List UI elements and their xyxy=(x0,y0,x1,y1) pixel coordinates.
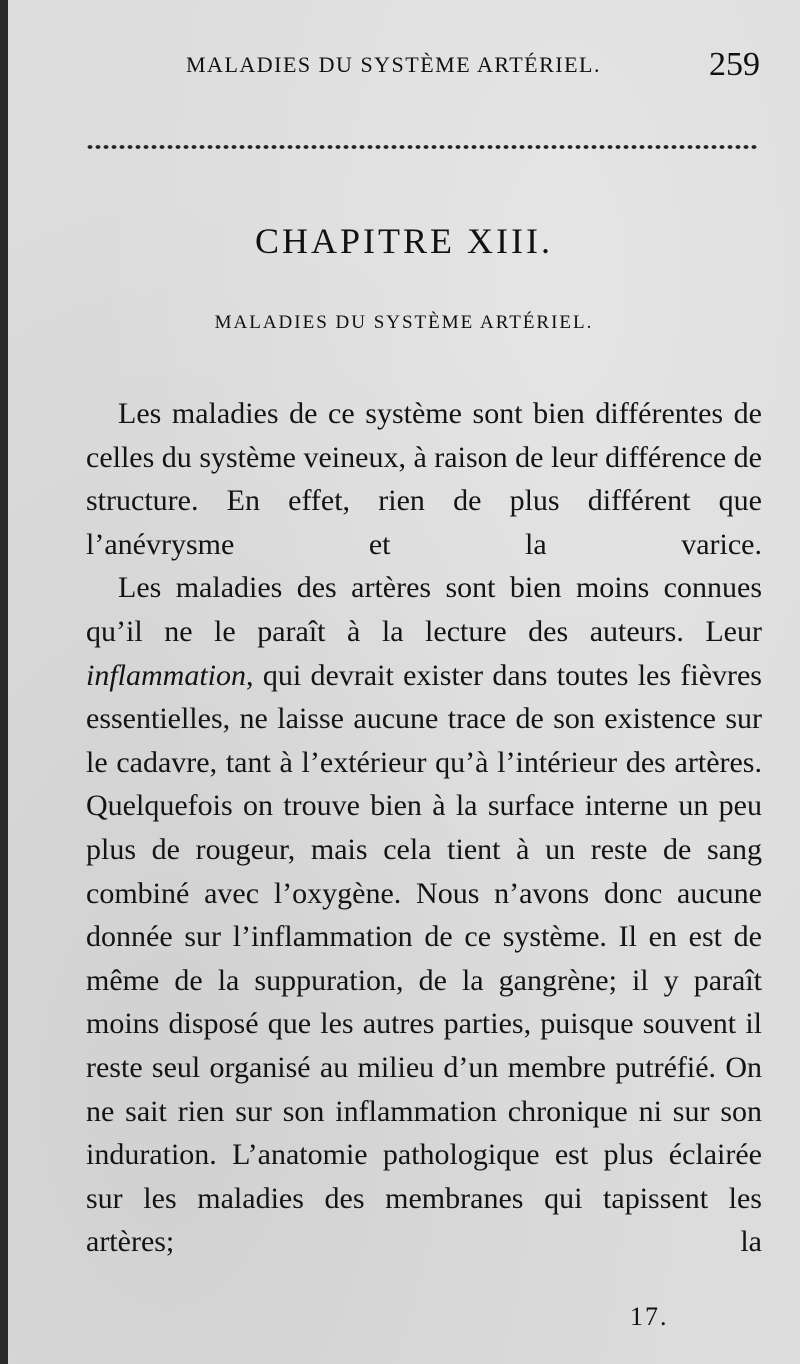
italic-term: inflammation xyxy=(86,658,247,692)
book-page xyxy=(8,0,800,1364)
chapter-subtitle: MALADIES DU SYSTÈME ARTÉRIEL. xyxy=(214,312,594,333)
page-number: 259 xyxy=(709,46,760,83)
running-head xyxy=(8,46,800,86)
signature-mark: 17. xyxy=(630,1302,669,1331)
paragraph-1-text: Les maladies de ce système sont bien différentes de celles du système veineux, à raison de leur différence de structure. En effet, rien de plus différent que l’anévrysme et la varice. xyxy=(86,397,762,561)
paragraph-2-text-rest: , qui devrait exister dans toutes les fièvres essentielles, ne laisse aucune trace de son existence sur le cadavre, tant à l’extérieur qu’à l’intérieur des artères. Quelquefois on trouve bien à la surface interne un peu plus de rougeur, mais cela tient à un reste de sang combiné avec l’oxygène. Nous n’avons donc aucune donnée sur l’inflammation de ce système. Il en est de même de la suppuration, de la gangrène; il y paraît moins disposé que les autres parties, puisque souvent il reste seul organisé au milieu d’un membre putréfié. On ne sait rien sur son inflammation chronique ni sur son induration. L’anatomie pathologique est plus éclairée sur les maladies des membranes qui tapissent les artères; la xyxy=(86,658,762,1259)
body-text xyxy=(86,392,762,1264)
paragraph xyxy=(86,566,762,1264)
chapter-heading: CHAPITRE XIII. xyxy=(255,221,553,261)
running-title: MALADIES DU SYSTÈME ARTÉRIEL. xyxy=(186,52,601,77)
ornamental-rule xyxy=(86,142,758,152)
paragraph xyxy=(86,392,762,566)
paragraph-2-text-start: Les maladies des artères sont bien moins connues qu’il ne le paraît à la lecture des auteurs. Leur xyxy=(86,571,762,648)
